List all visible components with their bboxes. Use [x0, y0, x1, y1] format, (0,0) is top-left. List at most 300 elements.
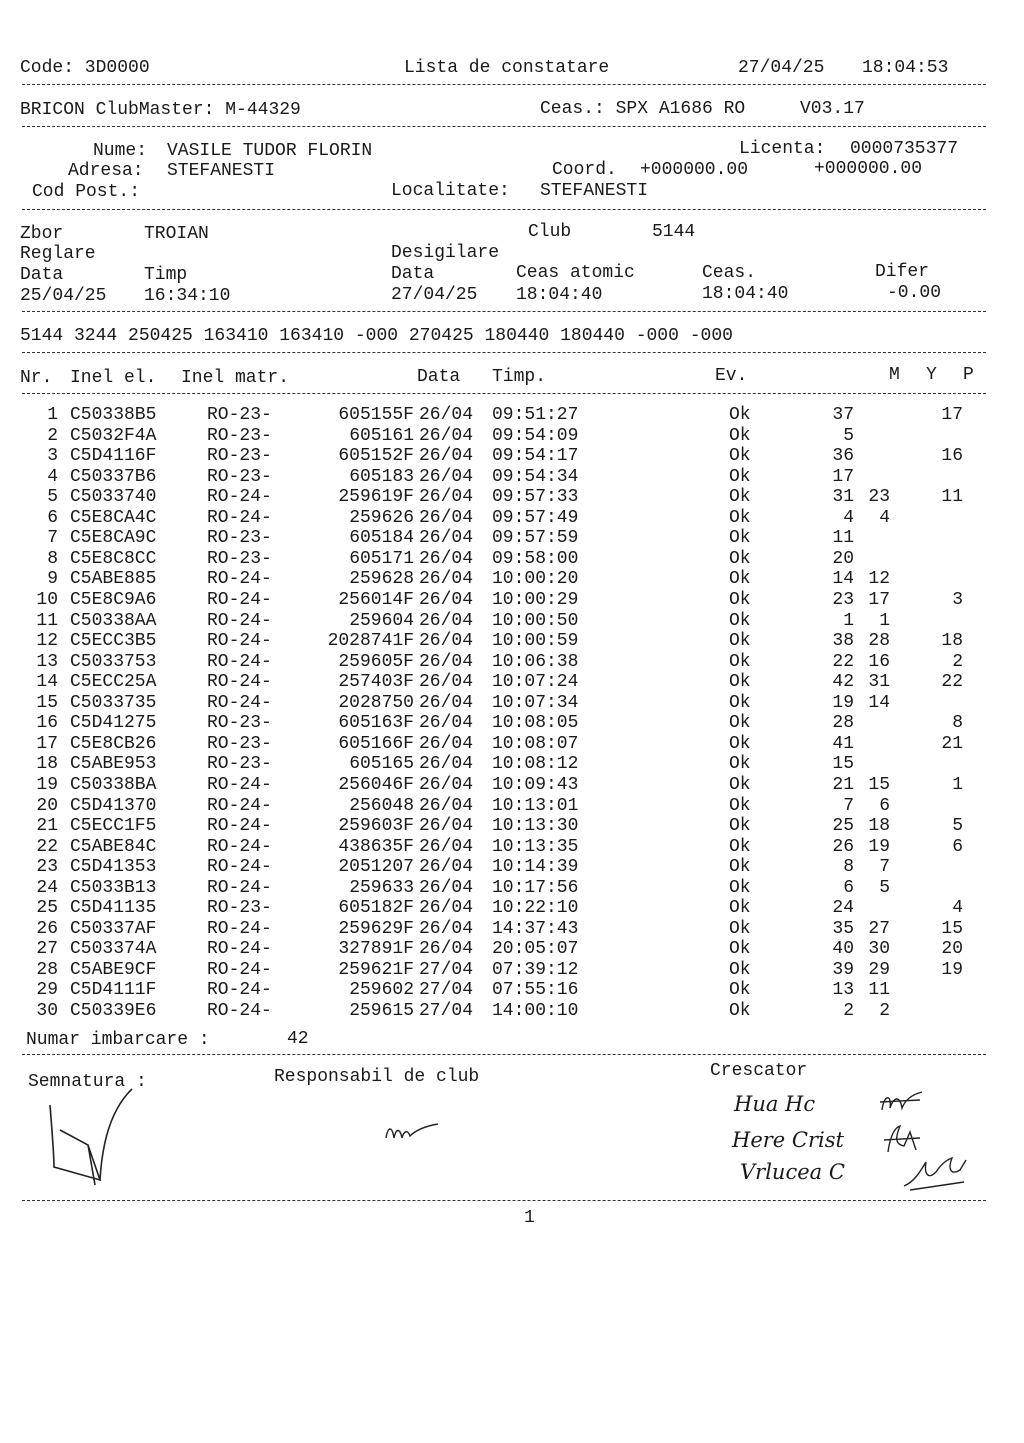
electronic-ring: C5ECC1F5	[70, 816, 157, 836]
breeder-signature-2	[880, 1122, 924, 1156]
arrival-date: 26/04	[419, 816, 474, 836]
event-status: Ok	[729, 836, 751, 857]
row-number: 29	[36, 980, 58, 1001]
rank-y: 28	[868, 631, 890, 651]
row-number: 16	[36, 713, 58, 734]
ring-prefix: RO-24-	[207, 590, 272, 610]
ring-number: 2028741F	[327, 631, 414, 651]
table-row	[0, 754, 1024, 774]
ring-prefix: RO-24-	[207, 507, 272, 528]
row-number: 30	[36, 1001, 58, 1021]
atomic-time: 18:04:40	[516, 285, 603, 305]
rank-m: 11	[832, 528, 854, 549]
software-version: V03.17	[800, 99, 865, 119]
club-number: 5144	[652, 222, 696, 242]
col-ring-matr: Inel matr.	[181, 368, 290, 388]
rank-y: 12	[868, 569, 890, 590]
rank-m: 1	[843, 610, 854, 631]
rank-m: 14	[832, 569, 854, 590]
rank-m: 28	[832, 713, 854, 734]
rank-p: 8	[952, 713, 963, 734]
clock-time: 18:04:40	[702, 284, 789, 304]
arrival-time: 07:39:12	[492, 959, 579, 980]
arrival-time: 09:54:17	[492, 446, 579, 467]
event-status: Ok	[729, 733, 751, 754]
license-label: Licenta:	[739, 139, 826, 159]
ring-prefix: RO-24-	[207, 795, 272, 816]
ring-prefix: RO-24-	[207, 651, 272, 672]
table-row	[0, 1001, 1024, 1021]
arrival-date: 26/04	[419, 487, 474, 508]
electronic-ring: C5033740	[70, 487, 157, 508]
arrival-time: 10:00:20	[492, 569, 579, 590]
ring-prefix: RO-24-	[207, 877, 272, 898]
ring-number: 259603F	[338, 816, 414, 836]
electronic-ring: C5ECC25A	[70, 672, 157, 693]
table-row	[0, 775, 1024, 795]
table-row	[0, 508, 1024, 528]
ring-prefix: RO-24-	[207, 569, 272, 590]
table-row	[0, 569, 1024, 589]
flight-name: TROIAN	[144, 224, 209, 244]
rank-p: 21	[941, 733, 963, 754]
page-number: 1	[524, 1208, 535, 1228]
set-date-label: Data	[20, 265, 64, 285]
boarding-count: 42	[287, 1029, 309, 1049]
electronic-ring: C5D41370	[70, 795, 157, 816]
divider	[22, 84, 986, 85]
event-status: Ok	[729, 548, 751, 569]
row-number: 25	[36, 898, 58, 919]
ring-prefix: RO-23-	[207, 548, 272, 569]
arrival-date: 26/04	[419, 877, 474, 898]
rank-m: 37	[832, 405, 854, 425]
row-number: 26	[36, 918, 58, 939]
col-p: P	[963, 365, 974, 385]
rank-p: 15	[941, 918, 963, 939]
electronic-ring: C5D4116F	[70, 446, 157, 467]
coord-label: Coord.	[552, 160, 617, 180]
breeder-name-1: Hua Hc	[734, 1092, 816, 1116]
event-status: Ok	[729, 898, 751, 919]
row-number: 28	[36, 959, 58, 980]
rank-p: 6	[952, 836, 963, 857]
breeder-name-2: Here Crist	[732, 1128, 844, 1152]
col-time: Timp.	[492, 367, 547, 387]
arrival-date: 27/04	[419, 1001, 474, 1021]
rank-m: 23	[832, 590, 854, 610]
ring-number: 259621F	[338, 959, 414, 980]
arrival-time: 10:13:30	[492, 816, 579, 836]
event-status: Ok	[729, 1001, 751, 1021]
ring-number: 259602	[349, 980, 414, 1001]
rank-m: 42	[832, 672, 854, 693]
ring-number: 259626	[349, 507, 414, 528]
rank-m: 21	[832, 774, 854, 795]
arrival-time: 10:08:05	[492, 713, 579, 734]
unsealing-label: Desigilare	[391, 243, 500, 263]
event-status: Ok	[729, 754, 751, 775]
header-time: 18:04:53	[862, 58, 949, 78]
electronic-ring: C5D41135	[70, 898, 157, 919]
event-status: Ok	[729, 446, 751, 467]
ring-number: 259619F	[338, 487, 414, 508]
table-row	[0, 549, 1024, 569]
event-status: Ok	[729, 610, 751, 631]
electronic-ring: C5D41275	[70, 713, 157, 734]
address-label: Adresa:	[68, 161, 144, 181]
arrival-date: 26/04	[419, 795, 474, 816]
ring-prefix: RO-24-	[207, 631, 272, 651]
rank-y: 4	[879, 507, 890, 528]
event-status: Ok	[729, 939, 751, 960]
arrival-time: 09:58:00	[492, 548, 579, 569]
event-status: Ok	[729, 918, 751, 939]
row-number: 24	[36, 877, 58, 898]
table-row	[0, 467, 1024, 487]
ring-number: 605165	[349, 754, 414, 775]
table-row	[0, 898, 1024, 918]
rank-p: 20	[941, 939, 963, 960]
table-row	[0, 857, 1024, 877]
row-number: 15	[36, 692, 58, 713]
ring-prefix: RO-24-	[207, 692, 272, 713]
ring-prefix: RO-23-	[207, 466, 272, 487]
ring-prefix: RO-23-	[207, 528, 272, 549]
rank-y: 31	[868, 672, 890, 693]
event-status: Ok	[729, 980, 751, 1001]
arrival-time: 10:08:07	[492, 733, 579, 754]
electronic-ring: C5033B13	[70, 877, 157, 898]
table-row	[0, 837, 1024, 857]
rank-p: 3	[952, 590, 963, 610]
coord-lat: +000000.00	[640, 160, 749, 180]
arrival-time: 10:07:34	[492, 692, 579, 713]
ring-number: 438635F	[338, 836, 414, 857]
event-status: Ok	[729, 651, 751, 672]
owner-address: STEFANESTI	[167, 161, 276, 181]
ring-number: 259604	[349, 610, 414, 631]
rank-m: 6	[843, 877, 854, 898]
table-row	[0, 487, 1024, 507]
ring-number: 259628	[349, 569, 414, 590]
rank-p: 22	[941, 672, 963, 693]
arrival-date: 26/04	[419, 898, 474, 919]
arrival-date: 27/04	[419, 959, 474, 980]
arrival-time: 09:57:49	[492, 507, 579, 528]
table-row	[0, 919, 1024, 939]
ring-prefix: RO-24-	[207, 939, 272, 960]
arrival-date: 27/04	[419, 980, 474, 1001]
rank-y: 2	[879, 1001, 890, 1021]
clubmaster-id: BRICON ClubMaster: M-44329	[20, 100, 301, 120]
code-line: 5144 3244 250425 163410 163410 -000 270425 180440 180440 -000 -000	[20, 326, 733, 346]
arrival-date: 26/04	[419, 857, 474, 878]
rank-m: 2	[843, 1001, 854, 1021]
arrival-time: 10:00:59	[492, 631, 579, 651]
row-number: 10	[36, 590, 58, 610]
unseal-date: 27/04/25	[391, 285, 478, 305]
event-status: Ok	[729, 816, 751, 836]
rank-y: 17	[868, 590, 890, 610]
electronic-ring: C50338B5	[70, 405, 157, 425]
ring-prefix: RO-24-	[207, 1001, 272, 1021]
ring-prefix: RO-24-	[207, 487, 272, 508]
arrival-time: 10:00:50	[492, 610, 579, 631]
arrival-time: 10:08:12	[492, 754, 579, 775]
arrival-date: 26/04	[419, 713, 474, 734]
rank-m: 15	[832, 754, 854, 775]
ring-prefix: RO-23-	[207, 713, 272, 734]
arrival-time: 10:14:39	[492, 857, 579, 878]
rank-m: 36	[832, 446, 854, 467]
row-number: 18	[36, 754, 58, 775]
electronic-ring: C50337B6	[70, 466, 157, 487]
breeder-signature-1	[876, 1088, 926, 1118]
arrival-date: 26/04	[419, 569, 474, 590]
rank-y: 23	[868, 487, 890, 508]
arrival-time: 10:07:24	[492, 672, 579, 693]
owner-name: VASILE TUDOR FLORIN	[167, 141, 373, 161]
arrival-date: 26/04	[419, 405, 474, 425]
electronic-ring: C50338AA	[70, 610, 157, 631]
electronic-ring: C50338BA	[70, 774, 157, 795]
row-number: 9	[47, 569, 58, 590]
electronic-ring: C5E8C9A6	[70, 590, 157, 610]
event-status: Ok	[729, 425, 751, 446]
arrival-date: 26/04	[419, 836, 474, 857]
col-ev: Ev.	[715, 366, 748, 386]
arrival-date: 26/04	[419, 631, 474, 651]
divider	[22, 209, 986, 210]
event-status: Ok	[729, 528, 751, 549]
arrival-date: 26/04	[419, 466, 474, 487]
row-number: 22	[36, 836, 58, 857]
arrival-time: 10:13:35	[492, 836, 579, 857]
table-row	[0, 590, 1024, 610]
header-date: 27/04/25	[738, 58, 825, 78]
ring-number: 256046F	[338, 774, 414, 795]
electronic-ring: C503374A	[70, 939, 157, 960]
breeder-label: Crescator	[710, 1061, 808, 1081]
rank-m: 38	[832, 631, 854, 651]
arrival-date: 26/04	[419, 918, 474, 939]
table-row	[0, 611, 1024, 631]
club-label: Club	[528, 222, 572, 242]
ring-prefix: RO-24-	[207, 610, 272, 631]
code-label: Code: 3D0000	[20, 58, 150, 78]
event-status: Ok	[729, 590, 751, 610]
ring-number: 259633	[349, 877, 414, 898]
rank-m: 17	[832, 466, 854, 487]
rank-p: 17	[941, 405, 963, 425]
table-row	[0, 528, 1024, 548]
electronic-ring: C5D4111F	[70, 980, 157, 1001]
arrival-date: 26/04	[419, 692, 474, 713]
ring-number: 605171	[349, 548, 414, 569]
ring-prefix: RO-24-	[207, 774, 272, 795]
rank-y: 29	[868, 959, 890, 980]
rank-y: 7	[879, 857, 890, 878]
rank-m: 26	[832, 836, 854, 857]
ring-number: 605155F	[338, 405, 414, 425]
rank-m: 4	[843, 507, 854, 528]
electronic-ring: C5033735	[70, 692, 157, 713]
row-number: 2	[47, 425, 58, 446]
set-time-label: Timp	[144, 265, 188, 285]
row-number: 8	[47, 548, 58, 569]
arrival-date: 26/04	[419, 754, 474, 775]
rank-y: 5	[879, 877, 890, 898]
divider	[22, 1200, 986, 1201]
row-number: 20	[36, 795, 58, 816]
ring-prefix: RO-24-	[207, 959, 272, 980]
arrival-date: 26/04	[419, 446, 474, 467]
postcode-label: Cod Post.:	[32, 182, 141, 202]
electronic-ring: C50337AF	[70, 918, 157, 939]
arrival-time: 09:54:34	[492, 466, 579, 487]
set-time: 16:34:10	[144, 286, 231, 306]
rank-p: 5	[952, 816, 963, 836]
arrival-time: 09:54:09	[492, 425, 579, 446]
table-row	[0, 652, 1024, 672]
event-status: Ok	[729, 857, 751, 878]
rank-m: 24	[832, 898, 854, 919]
rank-y: 16	[868, 651, 890, 672]
table-row	[0, 405, 1024, 425]
rank-m: 20	[832, 548, 854, 569]
rank-p: 11	[941, 487, 963, 508]
page-title: Lista de constatare	[404, 58, 610, 78]
arrival-time: 14:37:43	[492, 918, 579, 939]
rank-m: 19	[832, 692, 854, 713]
ring-number: 256048	[349, 795, 414, 816]
table-row	[0, 796, 1024, 816]
rank-m: 13	[832, 980, 854, 1001]
event-status: Ok	[729, 774, 751, 795]
row-number: 11	[36, 610, 58, 631]
event-status: Ok	[729, 877, 751, 898]
rank-p: 16	[941, 446, 963, 467]
row-number: 1	[47, 405, 58, 425]
arrival-date: 26/04	[419, 774, 474, 795]
rank-m: 5	[843, 425, 854, 446]
ring-prefix: RO-23-	[207, 898, 272, 919]
event-status: Ok	[729, 487, 751, 508]
arrival-date: 26/04	[419, 672, 474, 693]
ring-prefix: RO-23-	[207, 733, 272, 754]
ring-prefix: RO-24-	[207, 816, 272, 836]
ring-number: 605183	[349, 466, 414, 487]
divider	[22, 352, 986, 353]
atomic-clock-label: Ceas atomic	[516, 263, 635, 283]
table-row	[0, 693, 1024, 713]
unseal-date-label: Data	[391, 264, 435, 284]
electronic-ring: C5ABE84C	[70, 836, 157, 857]
table-row	[0, 446, 1024, 466]
divider	[22, 1054, 986, 1055]
ring-number: 605152F	[338, 446, 414, 467]
rank-m: 31	[832, 487, 854, 508]
row-number: 21	[36, 816, 58, 836]
arrival-time: 14:00:10	[492, 1001, 579, 1021]
table-row	[0, 426, 1024, 446]
electronic-ring: C5E8C8CC	[70, 548, 157, 569]
rank-m: 35	[832, 918, 854, 939]
rank-y: 11	[868, 980, 890, 1001]
rank-p: 1	[952, 774, 963, 795]
arrival-date: 26/04	[419, 548, 474, 569]
table-row	[0, 980, 1024, 1000]
rank-p: 19	[941, 959, 963, 980]
rank-p: 4	[952, 898, 963, 919]
arrival-date: 26/04	[419, 425, 474, 446]
ring-prefix: RO-24-	[207, 672, 272, 693]
setting-label: Reglare	[20, 244, 96, 264]
arrival-time: 09:51:27	[492, 405, 579, 425]
arrival-time: 10:06:38	[492, 651, 579, 672]
rank-m: 8	[843, 857, 854, 878]
arrival-date: 26/04	[419, 507, 474, 528]
divider	[22, 393, 986, 394]
arrival-time: 10:09:43	[492, 774, 579, 795]
row-number: 13	[36, 651, 58, 672]
event-status: Ok	[729, 569, 751, 590]
electronic-ring: C5ABE9CF	[70, 959, 157, 980]
table-row	[0, 939, 1024, 959]
name-label: Nume:	[93, 141, 148, 161]
table-row	[0, 713, 1024, 733]
rank-m: 7	[843, 795, 854, 816]
license-number: 0000735377	[850, 139, 959, 159]
arrival-date: 26/04	[419, 733, 474, 754]
arrival-date: 26/04	[419, 939, 474, 960]
ring-prefix: RO-23-	[207, 446, 272, 467]
arrival-date: 26/04	[419, 528, 474, 549]
breeder-name-3: Vrlucea C	[740, 1160, 845, 1184]
electronic-ring: C5ABE885	[70, 569, 157, 590]
electronic-ring: C5E8CA9C	[70, 528, 157, 549]
rank-m: 41	[832, 733, 854, 754]
electronic-ring: C5033753	[70, 651, 157, 672]
flight-label: Zbor	[20, 224, 64, 244]
arrival-time: 09:57:59	[492, 528, 579, 549]
table-row	[0, 878, 1024, 898]
event-status: Ok	[729, 466, 751, 487]
arrival-time: 10:00:29	[492, 590, 579, 610]
event-status: Ok	[729, 507, 751, 528]
rank-y: 27	[868, 918, 890, 939]
arrival-date: 26/04	[419, 610, 474, 631]
rank-p: 18	[941, 631, 963, 651]
arrival-time: 20:05:07	[492, 939, 579, 960]
table-row	[0, 734, 1024, 754]
arrival-time: 10:13:01	[492, 795, 579, 816]
ring-number: 605163F	[338, 713, 414, 734]
arrival-time: 07:55:16	[492, 980, 579, 1001]
rank-y: 6	[879, 795, 890, 816]
rank-y: 19	[868, 836, 890, 857]
row-number: 17	[36, 733, 58, 754]
rank-m: 40	[832, 939, 854, 960]
clock-id: Ceas.: SPX A1686 RO	[540, 99, 746, 119]
coord-lon: +000000.00	[814, 159, 923, 179]
divider	[22, 126, 986, 127]
rank-y: 1	[879, 610, 890, 631]
clock-label: Ceas.	[702, 263, 757, 283]
row-number: 14	[36, 672, 58, 693]
ring-number: 327891F	[338, 939, 414, 960]
